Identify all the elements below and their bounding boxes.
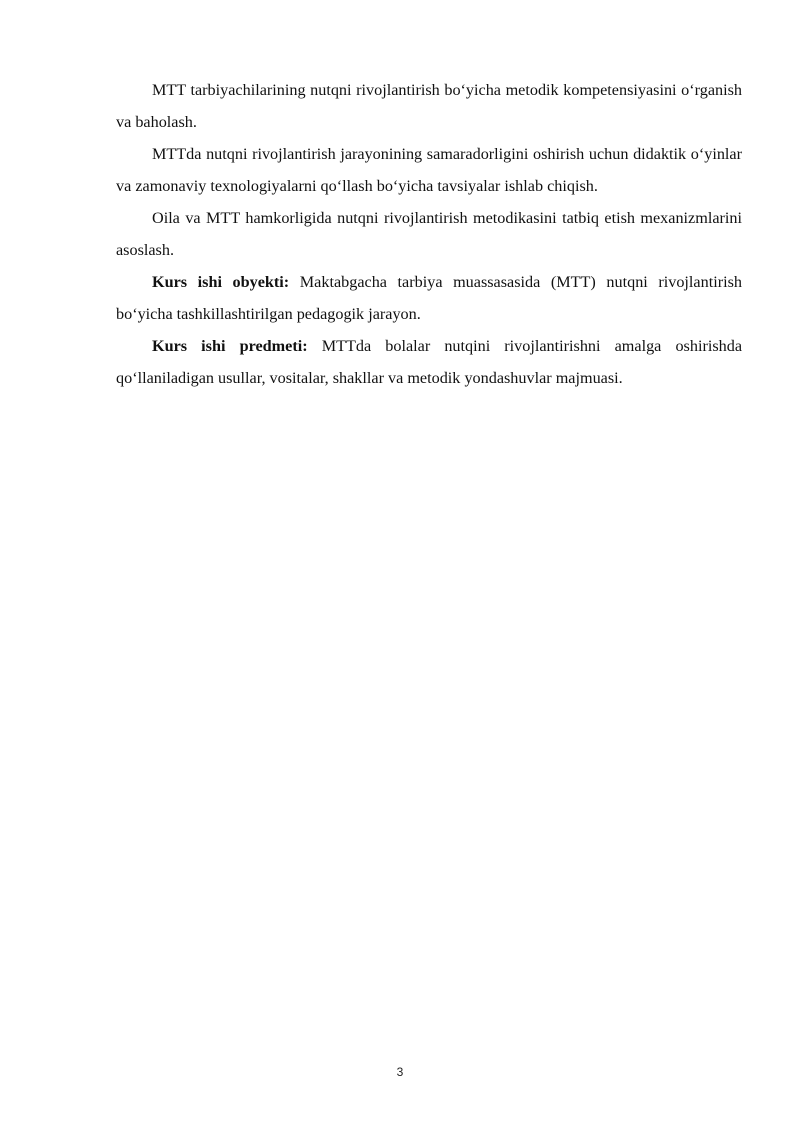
document-body xyxy=(116,74,742,394)
paragraph-lead: Kurs ishi obyekti: xyxy=(152,273,290,291)
paragraph-task-family-cooperation xyxy=(116,202,742,266)
paragraph-text: MTTda bolalar nutqini rivojlantirishni amalga oshirishda qo‘llaniladigan usullar, vositalar, shakllar va metodik yondashuvlar majmuasi. xyxy=(116,337,743,387)
paragraph-research-object xyxy=(116,266,742,330)
paragraph-text: Oila va MTT hamkorligida nutqni rivojlantirish metodikasini tatbiq etish mexanizmlarini asoslash. xyxy=(116,209,742,259)
paragraph-research-subject xyxy=(116,330,742,394)
paragraph-text: MTTda nutqni rivojlantirish jarayonining samaradorligini oshirish uchun didaktik o‘yinlar va zamonaviy texnologiyalarni qo‘llash bo‘yicha tavsiyalar ishlab chiqish. xyxy=(116,145,742,195)
page-number: 3 xyxy=(396,1065,404,1079)
paragraph-task-recommendations xyxy=(116,138,742,202)
paragraph-text: MTT tarbiyachilarining nutqni rivojlantirish bo‘yicha metodik kompetensiyasini o‘rganish va baholash. xyxy=(116,81,742,131)
paragraph-text: Maktabgacha tarbiya muassasasida (MTT) nutqni rivojlantirish bo‘yicha tashkillashtirilgan pedagogik jarayon. xyxy=(116,273,742,323)
paragraph-task-competence xyxy=(116,74,742,138)
paragraph-lead: Kurs ishi predmeti: xyxy=(152,337,308,355)
